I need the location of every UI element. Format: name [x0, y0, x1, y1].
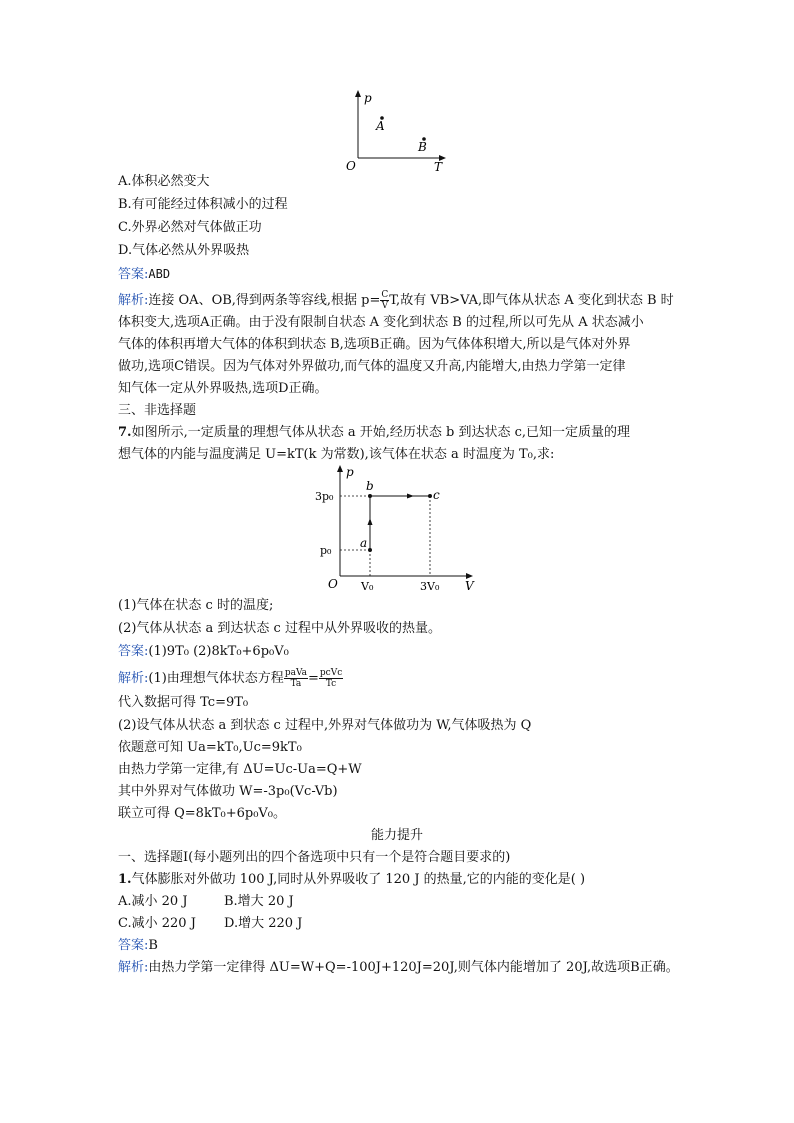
analysis-text: (1)由理想气体状态方程	[148, 671, 284, 686]
analysis-text: T,故有 VB>VA,即气体从状态 A 变化到状态 B 时	[389, 293, 674, 308]
q1-analysis	[118, 958, 679, 978]
section-heading-nonchoice: 三、非选择题	[118, 403, 197, 418]
fraction-state-a: $\frac{\text{paVa}}{Ta}$	[284, 668, 307, 689]
analysis-label: 解析:	[118, 671, 149, 686]
p-axis-label: p	[364, 91, 372, 105]
q6-analysis-line-2: 体积变大,选项A正确。由于没有限制自状态 A 变化到状态 B 的过程,所以可先从 A 状态减小	[118, 315, 644, 330]
q7-stem-line-1	[118, 423, 630, 443]
state-c-label: c	[433, 488, 440, 502]
q7-analysis-line-6: 其中外界对气体做功 W=-3p₀(Vc-Vb)	[118, 784, 338, 799]
q6-analysis-line-4: 做功,选项C错误。因为气体对外界做功,而气体的温度又升高,内能增大,由热力学第一定律	[118, 359, 626, 374]
y-tick-3p0: 3p₀	[315, 490, 334, 503]
q7-sub-2: (2)气体从状态 a 到达状态 c 过程中从外界吸收的热量。	[118, 621, 441, 636]
q1-option-b: B.增大 20 J	[224, 894, 294, 909]
q6-analysis-line-3: 气体的体积再增大气体的体积到状态 B,选项B正确。因为气体体积增大,所以是气体对外界	[118, 337, 631, 352]
origin-label: O	[346, 159, 356, 173]
equals-sign: =	[307, 671, 319, 686]
answer-label: 答案:	[118, 938, 149, 953]
point-b-label: B	[418, 140, 427, 154]
point-a-label: A	[376, 119, 385, 133]
q7-analysis-line-5: 由热力学第一定律,有 ΔU=Uc-Ua=Q+W	[118, 762, 362, 777]
q1-stem	[118, 870, 585, 890]
q7-analysis-line-3: (2)设气体从状态 a 到状态 c 过程中,外界对气体做功为 W,气体吸热为 Q	[118, 718, 532, 733]
pt-diagram	[330, 88, 460, 178]
analysis-label: 解析:	[118, 293, 149, 308]
x-tick-3v0: 3V₀	[420, 580, 440, 593]
answer-value: (1)9T₀ (2)8kT₀+6p₀V₀	[148, 644, 289, 659]
q7-answer	[118, 642, 289, 662]
fraction-state-c: $\frac{\text{pcVc}}{Tc}$	[319, 668, 343, 689]
q1-options-row-2	[118, 914, 302, 934]
answer-label: 答案:	[118, 644, 149, 659]
p-axis-arrow	[355, 90, 361, 97]
path-b-to-c-arrow	[407, 494, 414, 499]
q7-analysis-line-1	[118, 668, 343, 689]
y-tick-p0: p₀	[320, 544, 332, 557]
q6-option-a: A.体积必然变大	[118, 174, 210, 189]
q7-analysis-line-4: 依题意可知 Ua=kT₀,Uc=9kT₀	[118, 740, 302, 755]
x-tick-v0: V₀	[361, 580, 374, 593]
pv-diagram	[310, 462, 490, 597]
question-number: 7.	[118, 425, 132, 440]
p-axis-arrow	[337, 465, 343, 472]
state-b-label: b	[366, 479, 374, 493]
state-a-point	[368, 548, 372, 552]
question-number: 1.	[118, 872, 132, 887]
q6-analysis-line-1	[118, 290, 674, 311]
q1-options-row-1	[118, 892, 294, 912]
fraction-c-over-v: $\frac{C}{V}$	[381, 290, 389, 311]
q7-analysis-line-7: 联立可得 Q=8kT₀+6p₀V₀。	[118, 806, 287, 821]
p-axis-label: p	[346, 465, 354, 479]
section-heading-choice: 一、选择题Ⅰ(每小题列出的四个备选项中只有一个是符合题目要求的)	[118, 850, 511, 865]
q7-analysis-line-2: 代入数据可得 Tc=9T₀	[118, 695, 249, 710]
q1-option-a: A.减小 20 J	[118, 894, 188, 909]
q6-option-d: D.气体必然从外界吸热	[118, 243, 250, 258]
q1-option-d: D.增大 220 J	[224, 916, 303, 931]
answer-label: 答案:	[118, 267, 149, 282]
origin-label: O	[328, 577, 338, 591]
q6-answer	[118, 264, 170, 285]
t-axis-label: T	[434, 160, 443, 174]
section-title-ability: 能力提升	[370, 828, 423, 843]
v-axis-label: V	[465, 579, 474, 593]
state-a-label: a	[360, 536, 368, 550]
q6-option-b: B.有可能经过体积减小的过程	[118, 197, 288, 212]
analysis-text: 由热力学第一定律得 ΔU=W+Q=-100J+120J=20J,则气体内能增加了 20J,故选项B正确。	[148, 960, 679, 975]
question-text: 气体膨胀对外做功 100 J,同时从外界吸收了 120 J 的热量,它的内能的变化是( )	[131, 872, 586, 887]
q6-analysis-line-5: 知气体一定从外界吸热,选项D正确。	[118, 381, 328, 396]
q7-stem-line-2: 想气体的内能与温度满足 U=kT(k 为常数),该气体在状态 a 时温度为 T₀,求:	[118, 447, 555, 462]
question-text: 如图所示,一定质量的理想气体从状态 a 开始,经历状态 b 到达状态 c,已知一定质量的理	[131, 425, 630, 440]
answer-value: ABD	[148, 267, 171, 281]
q1-answer	[118, 936, 158, 956]
analysis-label: 解析:	[118, 960, 149, 975]
q7-sub-1: (1)气体在状态 c 时的温度;	[118, 598, 274, 613]
state-c-point	[428, 494, 432, 498]
path-a-to-b-arrow	[368, 518, 373, 525]
q6-option-c: C.外界必然对气体做正功	[118, 220, 262, 235]
q1-option-c: C.减小 220 J	[118, 916, 196, 931]
state-b-point	[368, 494, 372, 498]
answer-value: B	[148, 938, 158, 953]
analysis-text: 连接 OA、OB,得到两条等容线,根据 p=	[148, 293, 381, 308]
